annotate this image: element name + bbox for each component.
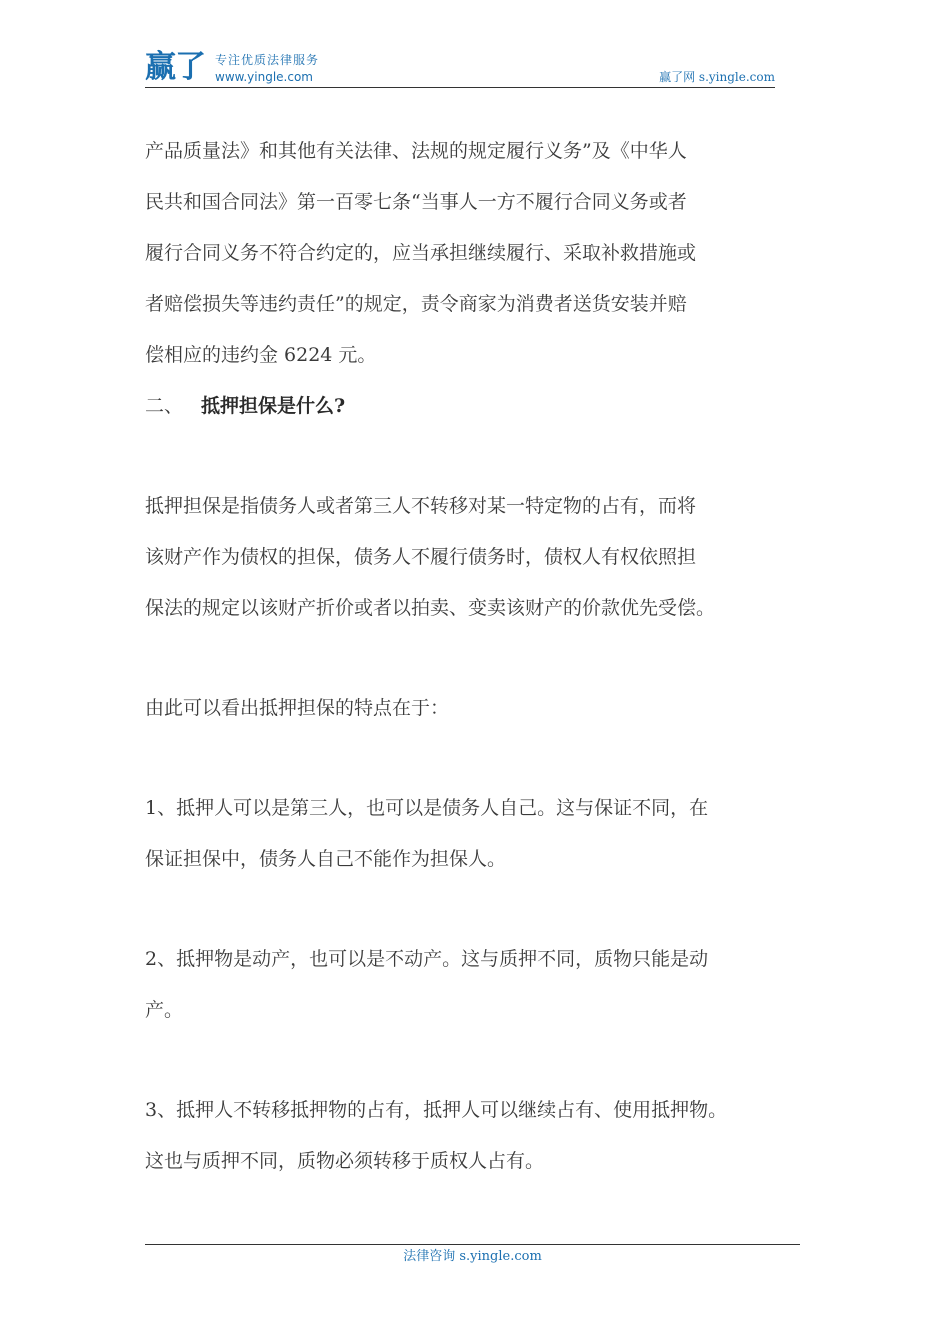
list-item-line: 2、抵押物是动产，也可以是不动产。这与质押不同，质物只能是动 bbox=[145, 948, 709, 970]
paragraph-line: 抵押担保是指债务人或者第三人不转移对某一特定物的占有，而将 bbox=[145, 495, 697, 517]
paragraph-line: 产品质量法》和其他有关法律、法规的规定履行义务”及《中华人 bbox=[145, 140, 687, 162]
list-item-line: 保证担保中，债务人自己不能作为担保人。 bbox=[145, 848, 507, 870]
logo[interactable]: 赢了 bbox=[145, 49, 205, 85]
footer-divider bbox=[145, 1244, 800, 1245]
logo-tagline: 专注优质法律服务 bbox=[215, 53, 320, 67]
footer-link[interactable]: 法律咨询 s.yingle.com bbox=[403, 1249, 542, 1264]
paragraph-line: 由此可以看出抵押担保的特点在于： bbox=[145, 697, 450, 719]
list-item-line: 1、抵押人可以是第三人，也可以是债务人自己。这与保证不同，在 bbox=[145, 797, 709, 819]
list-item-line: 这也与质押不同，质物必须转移于质权人占有。 bbox=[145, 1150, 545, 1172]
list-item-line: 3、抵押人不转移抵押物的占有，抵押人可以继续占有、使用抵押物。 bbox=[145, 1099, 728, 1121]
section-heading bbox=[145, 381, 825, 432]
paragraph-line: 偿相应的违约金 6224 元。 bbox=[145, 344, 377, 366]
paragraph-line: 保法的规定以该财产折价或者以拍卖、变卖该财产的价款优先受偿。 bbox=[145, 597, 716, 619]
paragraph-line: 者赔偿损失等违约责任”的规定，责令商家为消费者送货安装并赔 bbox=[145, 293, 687, 315]
header-divider bbox=[145, 87, 775, 88]
paragraph-line: 该财产作为债权的担保，债务人不履行债务时，债权人有权依照担 bbox=[145, 546, 697, 568]
section-title: 抵押担保是什么? bbox=[201, 395, 346, 417]
header-site-link[interactable]: 赢了网 s.yingle.com bbox=[659, 70, 775, 84]
list-item-line: 产。 bbox=[145, 999, 184, 1021]
document-body bbox=[145, 126, 825, 1187]
paragraph-line: 履行合同义务不符合约定的，应当承担继续履行、采取补救措施或 bbox=[145, 242, 697, 264]
page-header bbox=[145, 48, 775, 88]
paragraph-line: 民共和国合同法》第一百零七条“当事人一方不履行合同义务或者 bbox=[145, 191, 687, 213]
section-number: 二、 bbox=[145, 395, 184, 417]
logo-url[interactable]: www.yingle.com bbox=[215, 70, 313, 84]
